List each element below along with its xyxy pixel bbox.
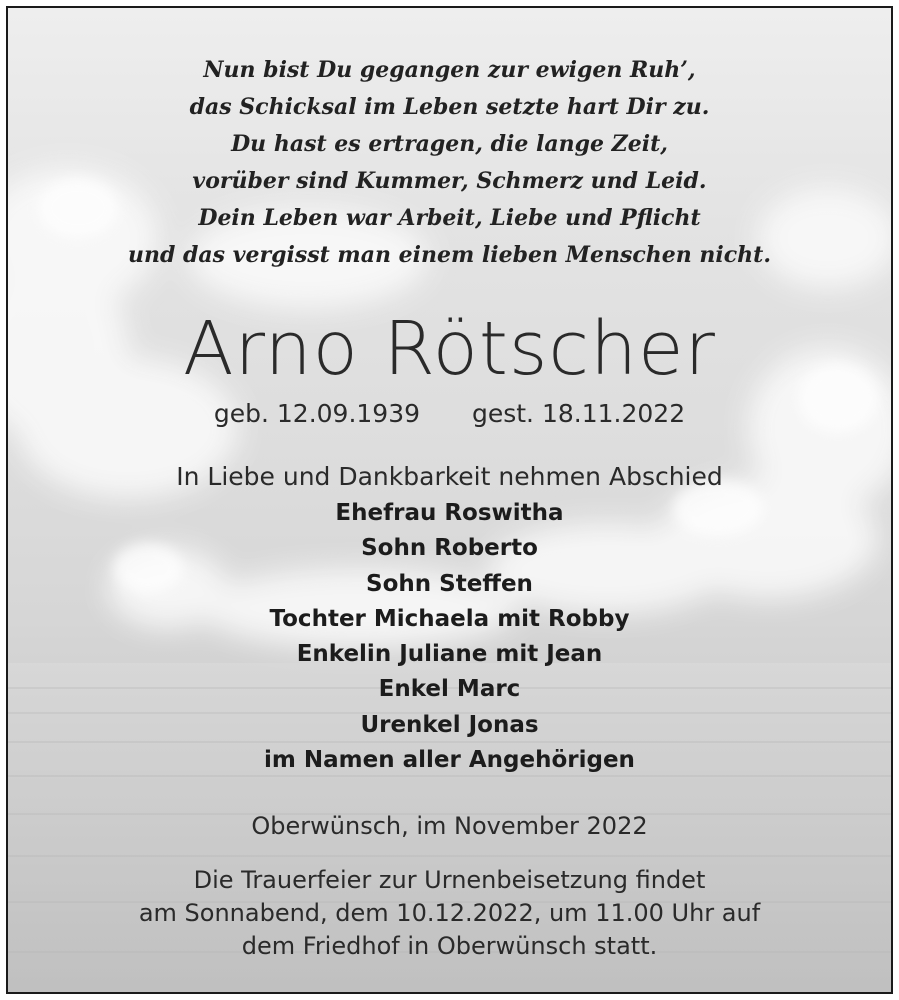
deceased-name: Arno Rötscher: [183, 306, 716, 392]
poem-line: das Schicksal im Leben setzte hart Dir zu.: [189, 94, 710, 120]
poem-line: und das vergisst man einem lieben Menschen nicht.: [128, 242, 771, 268]
mourner-name: Urenkel Jonas: [360, 711, 539, 738]
notice-content: [8, 8, 891, 992]
memorial-poem: [8, 52, 891, 274]
place-date: Oberwünsch, im November 2022: [251, 812, 648, 840]
mourner-name: Ehefrau Roswitha: [335, 500, 564, 526]
mourner-name: im Namen aller Angehörigen: [264, 747, 635, 774]
life-dates: [8, 396, 891, 432]
service-line: dem Friedhof in Oberwünsch statt.: [241, 932, 658, 960]
funeral-service-info: [8, 864, 891, 963]
poem-line: vorüber sind Kummer, Schmerz und Leid.: [192, 168, 707, 194]
poem-line: Nun bist Du gegangen zur ewigen Ruh’,: [203, 57, 696, 83]
mourners-list: [8, 496, 891, 778]
poem-line: Du hast es ertragen, die lange Zeit,: [231, 131, 668, 157]
service-line: Die Trauerfeier zur Urnenbeisetzung findet: [193, 866, 706, 894]
mourner-name: Sohn Steffen: [366, 570, 533, 597]
farewell-intro: In Liebe und Dankbarkeit nehmen Abschied: [176, 462, 723, 491]
mourner-name: Enkelin Juliane mit Jean: [296, 641, 603, 668]
mourner-name: Enkel Marc: [378, 676, 521, 703]
birth-date: geb. 12.09.1939: [213, 399, 421, 428]
poem-line: Dein Leben war Arbeit, Liebe und Pflicht: [198, 205, 701, 231]
obituary-notice: [6, 6, 893, 994]
mourner-name: Tochter Michaela mit Robby: [269, 605, 630, 632]
mourner-name: Sohn Roberto: [361, 535, 538, 562]
service-line: am Sonnabend, dem 10.12.2022, um 11.00 Uhr auf: [138, 899, 761, 927]
death-date: gest. 18.11.2022: [471, 399, 686, 428]
